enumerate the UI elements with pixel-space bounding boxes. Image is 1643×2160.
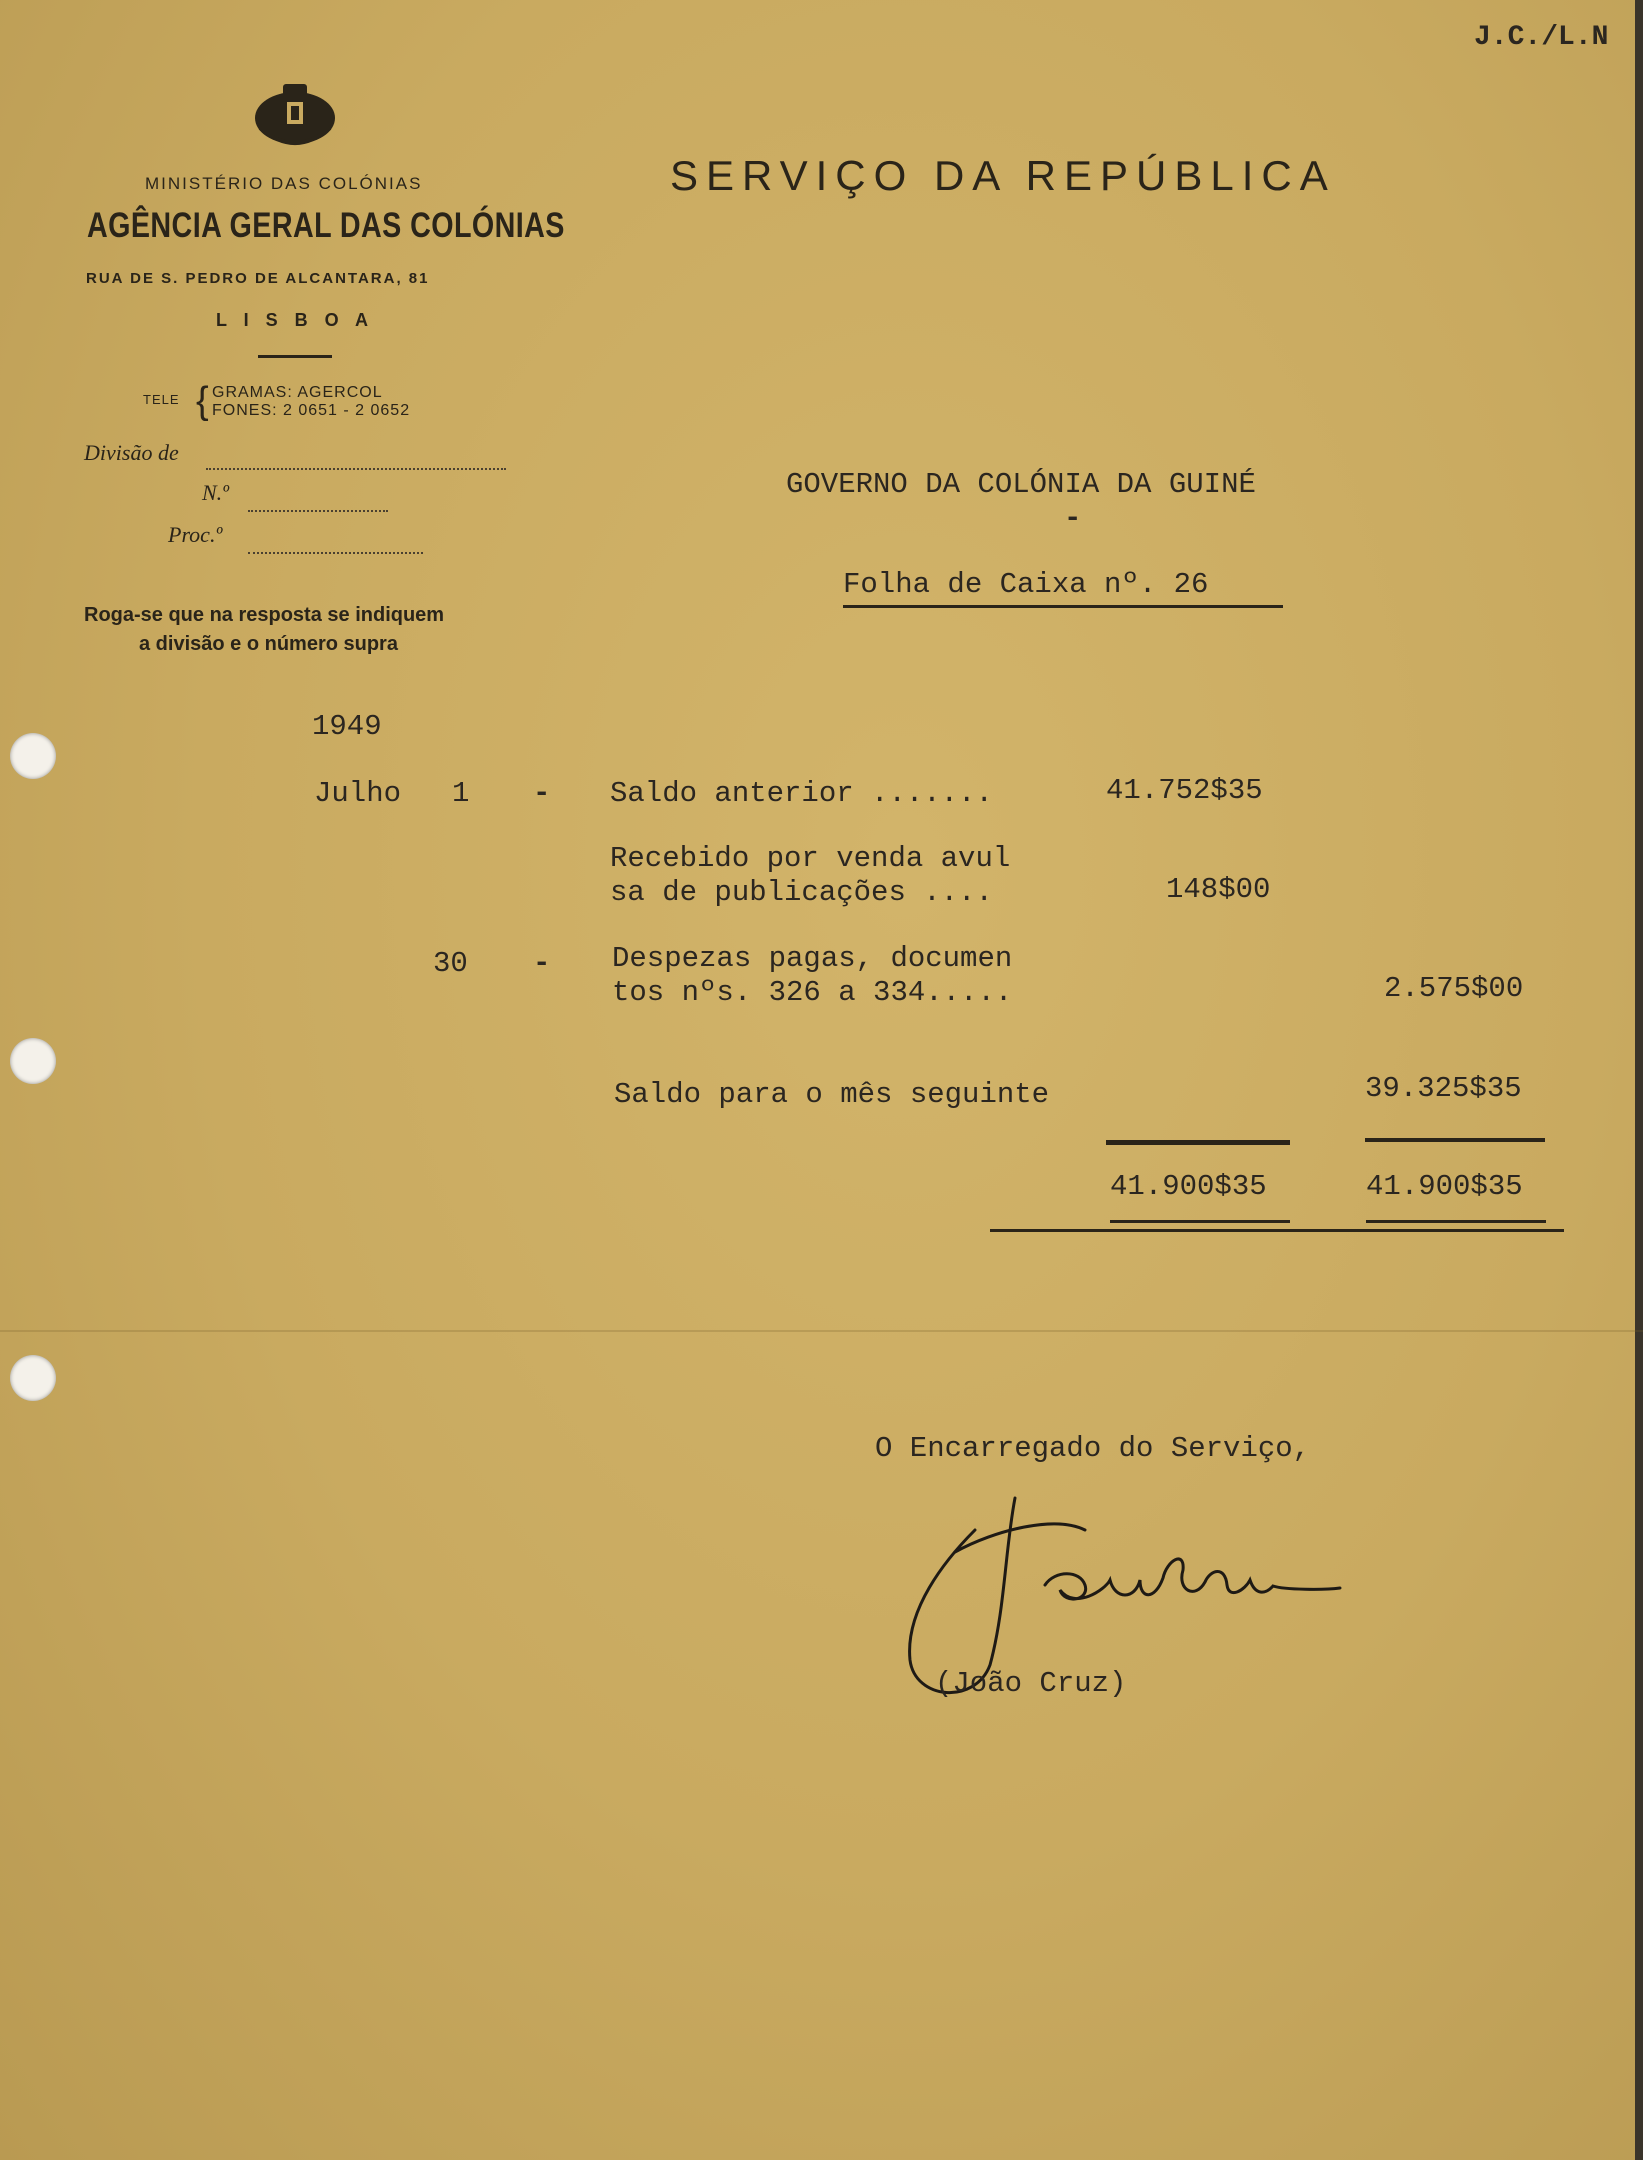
- government-name: GOVERNO DA COLÓNIA DA GUINÉ: [786, 468, 1256, 501]
- total-debit: 41.900$35: [1110, 1170, 1267, 1203]
- instruction-line-2: a divisão e o número supra: [139, 633, 398, 655]
- separator-dash: -: [1064, 502, 1082, 535]
- subtotal-rule: [1365, 1138, 1545, 1142]
- ledger-year: 1949: [312, 710, 382, 743]
- telephone-numbers: FONES: 2 0651 - 2 0652: [212, 402, 411, 419]
- punch-hole: [10, 1355, 56, 1401]
- brace-glyph: {: [196, 380, 209, 422]
- recebido-line-2: sa de publicações ....: [610, 876, 993, 909]
- saldo-anterior-value: 41.752$35: [1106, 774, 1263, 807]
- process-field-line: [248, 552, 423, 554]
- sheet-title: Folha de Caixa nº. 26: [843, 568, 1209, 601]
- number-label: N.º: [202, 480, 229, 505]
- letterhead-divider: [258, 355, 332, 358]
- total-credit: 41.900$35: [1366, 1170, 1523, 1203]
- subtotal-rule: [1106, 1140, 1290, 1145]
- ministry-name: MINISTÉRIO DAS COLÓNIAS: [145, 174, 423, 193]
- signatory-name: (João Cruz): [935, 1667, 1127, 1700]
- ledger-day: 30: [433, 947, 468, 980]
- despezas-line-1: Despezas pagas, documen: [612, 942, 1013, 975]
- saldo-anterior-label: Saldo anterior .......: [610, 777, 993, 810]
- punch-hole: [10, 733, 56, 779]
- telegram-address: GRAMAS: AGERCOL: [212, 384, 383, 401]
- instruction-line-1: Roga-se que na resposta se indiquem: [84, 604, 445, 626]
- total-rule: [1110, 1220, 1290, 1223]
- agency-city: L I S B O A: [216, 310, 375, 330]
- saldo-seguinte-value: 39.325$35: [1365, 1072, 1522, 1105]
- saldo-seguinte-label: Saldo para o mês seguinte: [614, 1078, 1050, 1111]
- reference-code: J.C./L.N: [1474, 22, 1609, 53]
- recebido-line-1: Recebido por venda avul: [610, 842, 1011, 875]
- agency-address: RUA DE S. PEDRO DE ALCANTARA, 81: [86, 270, 430, 287]
- number-field-line: [248, 510, 388, 512]
- header-title: SERVIÇO DA REPÚBLICA: [670, 152, 1336, 199]
- total-double-rule: [990, 1229, 1564, 1232]
- total-rule: [1366, 1220, 1546, 1223]
- despezas-line-2: tos nºs. 326 a 334.....: [612, 976, 1013, 1009]
- coat-of-arms-icon: [250, 78, 340, 150]
- recebido-value: 148$00: [1166, 873, 1271, 906]
- division-field-line: [206, 468, 506, 470]
- sheet-title-underline: [843, 605, 1283, 608]
- ledger-dash: -: [533, 777, 551, 810]
- closing-text: O Encarregado do Serviço,: [875, 1432, 1311, 1465]
- division-label: Divisão de: [84, 440, 179, 465]
- ledger-month: Julho: [314, 777, 402, 810]
- ledger-dash: -: [533, 947, 551, 980]
- agency-name: AGÊNCIA GERAL DAS COLÓNIAS: [87, 206, 565, 245]
- despezas-value: 2.575$00: [1384, 972, 1524, 1005]
- ledger-day: 1: [452, 777, 470, 810]
- page-edge: [1635, 0, 1643, 2160]
- punch-hole: [10, 1038, 56, 1084]
- process-label: Proc.º: [168, 522, 223, 547]
- tele-prefix: TELE: [143, 392, 180, 407]
- fold-line: [0, 1330, 1643, 1332]
